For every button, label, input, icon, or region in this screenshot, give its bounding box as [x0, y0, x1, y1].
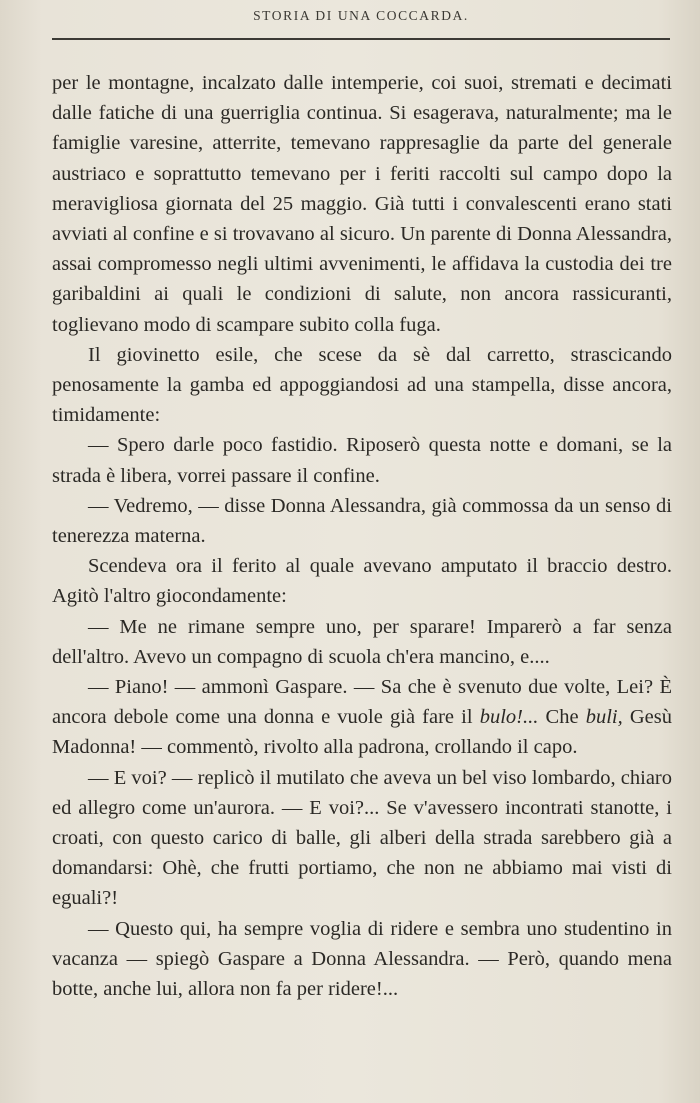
paragraph [52, 672, 672, 763]
paragraph: Il giovinetto esile, che scese da sè dal carretto, strascicando penosamente la gamba ed appoggiandosi ad una stampella, disse ancora, timidamente: [52, 343, 672, 427]
paragraph: — Spero darle poco fastidio. Riposerò questa notte e domani, se la strada è libera, vorrei passare il confine. [52, 434, 672, 487]
paragraph: — E voi? — replicò il mutilato che aveva un bel viso lombardo, chiaro ed allegro come un'aurora. — E voi?... Se v'avessero incontrati stanotte, i croati, con questo carico di balle, gli alberi della strada sarebbero già a domandarsi: Ohè, che frutti portiamo, che non ne abbiamo mai visti di eguali?! [52, 766, 672, 910]
paragraph: — Me ne rimane sempre uno, per sparare! Imparerò a far senza dell'altro. Avevo un compagno di scuola ch'era mancino, e.... [52, 615, 672, 668]
paragraph: — Vedremo, — disse Donna Alessandra, già commossa da un senso di tenerezza materna. [52, 494, 672, 548]
header-rule [52, 38, 670, 40]
paragraph-text: Gesù Madonna! — commentò, rivolto alla padrona, crollando il capo. [52, 706, 672, 759]
paragraph: per le montagne, incalzato dalle intemperie, coi suoi, stremati e decimati dalle fatiche di una guerriglia continua. Si esagerava, naturalmente; ma le famiglie varesine, atterrite, temevano rappresaglie da parte del generale austriaco e soprattutto temevano per i feriti raccolti sul campo dopo la meravigliosa giornata del 25 maggio. Già tutti i convalescenti erano stati avviati al confine e si trovavano al sicuro. Un parente di Donna Alessandra, assai compromesso negli ultimi avvenimenti, le affidava la custodia dei tre garibaldini ai quali le condizioni di salute, non ancora rassicuranti, toglievano modo di scampare subito colla fuga. [52, 72, 672, 336]
paragraph: Scendeva ora il ferito al quale avevano amputato il braccio destro. Agitò l'altro giocondamente: [52, 555, 672, 608]
running-head: STORIA DI UNA COCCARDA. [253, 8, 469, 23]
paragraph: — Questo qui, ha sempre voglia di ridere e sembra uno studentino in vacanza — spiegò Gaspare a Donna Alessandra. — Però, quando mena botte, anche lui, allora non fa per ridere!... [52, 917, 672, 1001]
italic-word: bulo!... [479, 706, 539, 729]
italic-word: buli, [585, 706, 623, 729]
paragraph-text: Che [538, 706, 586, 729]
body-text [52, 68, 672, 1004]
paragraph-text: — Piano! — ammonì Gaspare. — Sa che è svenuto due volte, Lei? È ancora debole come una donna e vuole già fare il [52, 676, 672, 729]
